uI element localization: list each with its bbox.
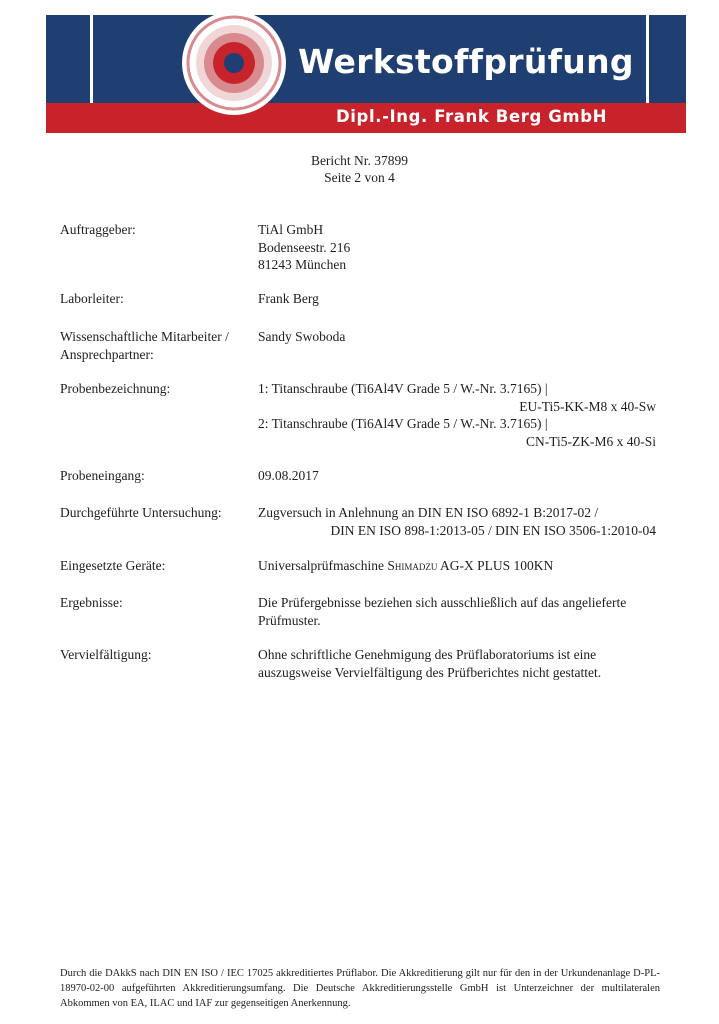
equipment-value <box>258 557 656 575</box>
client-name: TiAl GmbH <box>258 222 324 237</box>
reproduction-label: Vervielfältigung: <box>60 647 152 662</box>
receipt-label: Probeneingang: <box>60 468 145 483</box>
samples-label: Probenbezeichnung: <box>60 381 171 396</box>
row-staff <box>60 328 660 364</box>
staff-value: Sandy Swoboda <box>258 329 346 344</box>
test-line-2: DIN EN ISO 898-1:2013-05 / DIN EN ISO 3506-1:2010-04 <box>330 522 656 538</box>
receipt-date: 09.08.2017 <box>258 468 319 483</box>
row-reproduction <box>60 646 660 682</box>
sample-1-id: EU-Ti5-KK-M8 x 40-Sw <box>519 398 656 414</box>
client-address <box>258 221 656 274</box>
banner-subtitle: Dipl.-Ing. Frank Berg GmbH <box>336 107 608 126</box>
row-samples <box>60 380 660 452</box>
test-line-1: Zugversuch in Anlehnung an DIN EN ISO 6892-1 B:2017-02 / <box>258 505 599 520</box>
test-label: Durchgeführte Untersuchung: <box>60 505 222 520</box>
reproduction-line-2: auszugsweise Vervielfältigung des Prüfberichtes nicht gestattet. <box>258 664 602 680</box>
staff-label-line2: Ansprechpartner: <box>60 346 154 362</box>
test-value <box>258 504 656 539</box>
results-line-1: Die Prüfergebnisse beziehen sich ausschließlich auf das angelieferte <box>258 595 627 610</box>
staff-label-line1: Wissenschaftliche Mitarbeiter / <box>60 329 229 344</box>
equipment-brand: Shimadzu <box>387 558 438 573</box>
row-lab-head <box>60 290 660 308</box>
report-heading <box>0 152 719 186</box>
sample-1-desc: 1: Titanschraube (Ti6Al4V Grade 5 / W.-Nr. 3.7165) | <box>258 381 548 396</box>
target-bullseye <box>224 53 244 73</box>
banner-left-accent <box>90 15 93 103</box>
accreditation-footer: Durch die DAkkS nach DIN EN ISO / IEC 17025 akkreditiertes Prüflabor. Die Akkreditierung gilt nur für den in der Urkundenanlage D-PL-18970-02-00 aufgeführten Akkreditierungsumfang. Die Deutsche Akkreditierungsstelle GmbH ist Unterzeichner der multilateralen Abkommen von EA, ILAC und IAF zur gegenseitigen Anerkennung. <box>60 968 660 1009</box>
row-equipment <box>60 557 660 575</box>
sample-2-id: CN-Ti5-ZK-M6 x 40-Si <box>525 433 656 449</box>
page-indicator: Seite 2 von 4 <box>324 170 395 185</box>
equipment-label: Eingesetzte Geräte: <box>60 558 166 573</box>
staff-label <box>60 328 260 363</box>
equipment-prefix: Universalprüfmaschine <box>258 558 388 573</box>
client-city: 81243 München <box>258 257 347 272</box>
row-test <box>60 504 660 540</box>
client-label: Auftraggeber: <box>60 222 136 237</box>
report-number: Bericht Nr. 37899 <box>310 153 409 168</box>
banner-title: Werkstoffprüfung <box>298 42 634 81</box>
reproduction-line-1: Ohne schriftliche Genehmigung des Prüflaboratoriums ist eine <box>258 647 597 662</box>
results-value <box>258 594 656 629</box>
row-results <box>60 594 660 630</box>
lab-head-value: Frank Berg <box>258 291 319 306</box>
equipment-model: AG-X PLUS 100KN <box>437 558 554 573</box>
results-line-2: Prüfmuster. <box>258 612 321 628</box>
reproduction-value <box>258 646 656 681</box>
header-banner <box>46 15 686 133</box>
sample-2-desc: 2: Titanschraube (Ti6Al4V Grade 5 / W.-Nr. 3.7165) | <box>258 416 548 431</box>
row-receipt <box>60 467 660 485</box>
row-client <box>60 221 660 275</box>
lab-head-label: Laborleiter: <box>60 291 124 306</box>
results-label: Ergebnisse: <box>60 595 123 610</box>
samples-value <box>258 380 656 450</box>
client-street: Bodenseestr. 216 <box>258 239 351 255</box>
